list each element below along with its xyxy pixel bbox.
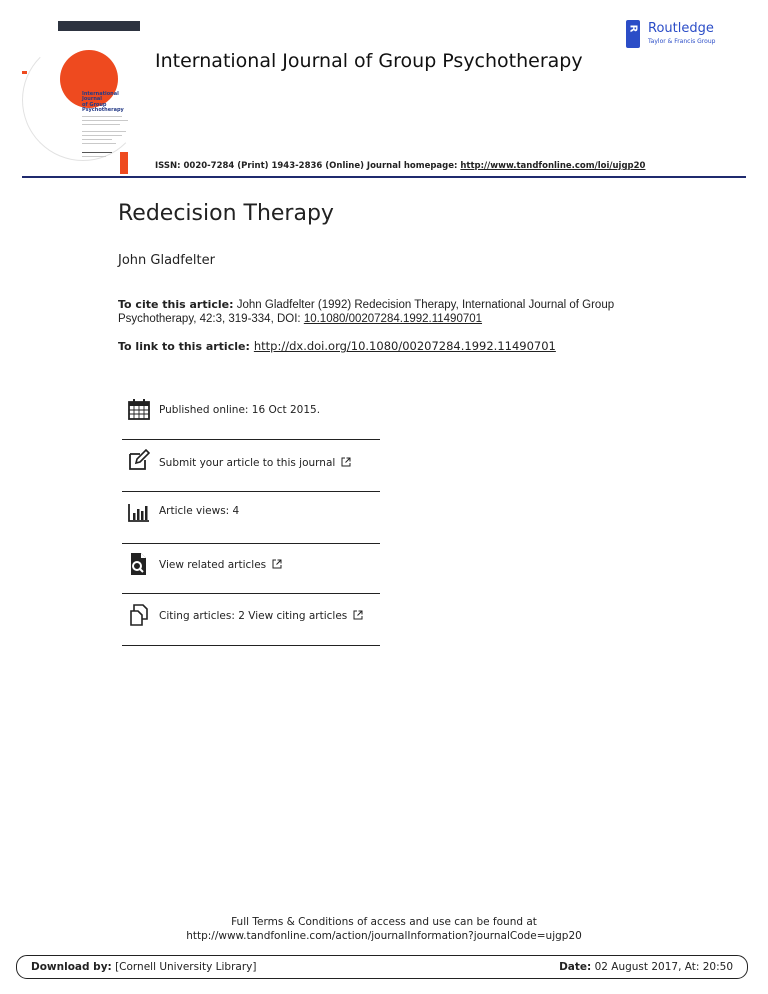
submit-article-link[interactable]: Submit your article to this journal — [159, 457, 336, 469]
external-link-icon — [353, 610, 363, 620]
publisher-name: Routledge — [648, 21, 714, 36]
article-doi-url-link[interactable]: http://dx.doi.org/10.1080/00207284.1992.11490701 — [253, 339, 556, 353]
journal-title: International Journal of Group Psychotherapy — [155, 50, 583, 72]
related-document-search-icon — [128, 553, 150, 575]
download-info-bar — [16, 955, 748, 979]
article-author: John Gladfelter — [118, 253, 215, 268]
published-online-text: Published online: 16 Oct 2015. — [159, 404, 321, 416]
citation-block — [118, 298, 678, 326]
related-articles-row[interactable] — [122, 553, 380, 594]
article-views-row — [122, 501, 380, 544]
terms-url[interactable]: http://www.tandfonline.com/action/journalInformation?journalCode=ujgp20 — [186, 930, 582, 942]
citing-articles-link[interactable]: Citing articles: 2 View citing articles — [159, 610, 348, 622]
external-link-icon — [272, 559, 282, 569]
publisher-logo[interactable] — [626, 20, 746, 50]
related-articles-link[interactable]: View related articles — [159, 559, 267, 571]
external-link-icon — [341, 457, 351, 467]
calendar-icon — [128, 398, 150, 420]
article-views-text: Article views: 4 — [159, 505, 240, 517]
download-date: Date: 02 August 2017, At: 20:50 — [559, 961, 733, 973]
article-title: Redecision Therapy — [118, 201, 334, 226]
publisher-group: Taylor & Francis Group — [648, 38, 716, 45]
journal-homepage-link[interactable]: http://www.tandfonline.com/loi/ujgp20 — [460, 161, 646, 171]
issn-line: ISSN: 0020-7284 (Print) 1943-2836 (Online) Journal homepage: http://www.tandfonline.com/loi/ujgp20 — [155, 161, 646, 171]
published-online-row — [122, 398, 380, 440]
terms-line-1: Full Terms & Conditions of access and use can be found at — [231, 916, 537, 928]
cover-title: International Journal of Group Psychotherapy — [82, 91, 124, 114]
citing-documents-icon — [128, 604, 150, 626]
submit-article-row[interactable] — [122, 449, 380, 492]
journal-cover-image — [22, 21, 140, 173]
citing-articles-row[interactable] — [122, 604, 380, 646]
edit-icon — [128, 449, 150, 471]
header-divider — [22, 176, 746, 178]
cite-label: To cite this article: — [118, 298, 234, 311]
download-by: Download by: [Cornell University Library] — [31, 961, 257, 973]
link-label: To link to this article: — [118, 340, 250, 353]
routledge-mark-icon: R — [626, 20, 640, 48]
bar-chart-icon — [128, 501, 150, 523]
article-link-block — [118, 339, 556, 353]
doi-link[interactable]: 10.1080/00207284.1992.11490701 — [303, 313, 483, 325]
cite-text: John Gladfelter (1992) Redecision Therapy, International Journal of Group Psychotherapy, 42:3, 319-334, DOI: — [118, 299, 615, 325]
terms-note — [0, 915, 768, 943]
